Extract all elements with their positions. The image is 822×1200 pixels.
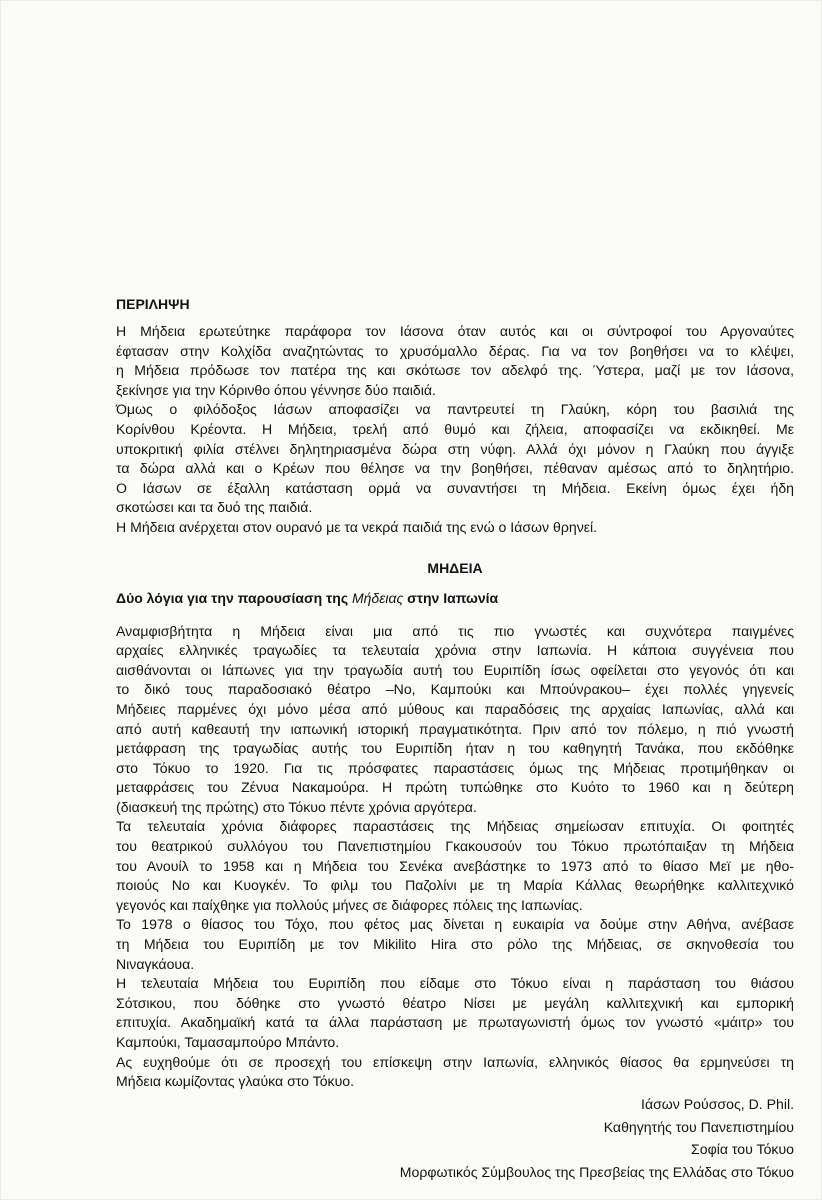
text-line: μεταφράσεις του Ζένυα Νακαμούρα. Η πρώτη τυπώθηκε στο Κυότο το 1960 και η δεύτερη — [116, 779, 794, 796]
subtitle-text-start: Δύο λόγια για την παρουσίαση της — [116, 589, 352, 606]
signature-role: Μορφωτικός Σύμβουλος της Πρεσβείας της Ελλάδας στο Τόκυο — [399, 1163, 794, 1180]
subtitle-text-end: στην Ιαπωνία — [403, 589, 499, 606]
subtitle-text-italic: Μήδειας — [352, 589, 404, 606]
text-line: από αυτή καθεαυτή την ιαπωνική ιστορική πραγματικότητα. Πριν από τον πόλεμο, η πιό γνωστή — [116, 720, 794, 737]
paragraph — [116, 518, 794, 538]
summary-section — [116, 322, 794, 538]
article-subtitle — [116, 590, 794, 606]
text-line: του θεατρικού συλλόγου του Πανεπιστημίου Γκακουσούν του Τόκυο πρωτόπαιξαν τη Μήδεια — [116, 838, 794, 855]
text-line: Ο Ιάσων σε έξαλλη κατάσταση ορμά να συναντήσει τη Μήδεια. Εκείνη όμως έχει ήδη — [116, 479, 794, 496]
text-line: Η τελευταία Μήδεια του Ευριπίδη που είδαμε στο Τόκυο είναι η παράσταση του θιάσου — [116, 975, 794, 992]
paragraph — [116, 400, 794, 518]
text-line: μετάφραση της τραγωδίας αυτής του Ευριπίδη ήταν η του καθηγητή Τανάκα, που εκδόθηκε — [116, 740, 794, 757]
text-line: Αναμφισβήτητα η Μήδεια είναι μια από τις πιο γνωστές και συχνότερα παιγμένες — [116, 622, 794, 639]
text-line: του Ανουίλ το 1958 και η Μήδεια του Σενέκα ανεβάστηκε το 1973 από το θίασο Μεϊ με ηθο- — [116, 857, 794, 874]
summary-heading: ΠΕΡΙΛΗΨΗ — [116, 296, 190, 312]
article-section — [116, 622, 794, 1092]
text-line: Νιναγκάουα. — [116, 955, 195, 972]
text-line: σκοτώσει και τα δυό της παιδιά. — [116, 499, 313, 516]
text-line: ξεκίνησε για την Κόρινθο όπου γέννησε δύο παιδιά. — [116, 381, 436, 398]
signature-university: Σοφία του Τόκυο — [691, 1141, 794, 1157]
text-line: υποκριτική φιλία στέλνει δηλητηριασμένα δώρα στη νύφη. Αλλά όχι μόνον η Γλαύκη που άγγιξε — [116, 440, 794, 457]
text-line: η Μήδεια πρόδωσε τον πατέρα της και σκότωσε τον αδελφό της. Ύστερα, μαζί με τον Ιάσονα, — [116, 362, 794, 379]
text-line: Ας ευχηθούμε ότι σε προσεχή του επίσκεψη στην Ιαπωνία, ελληνικός θίασος θα ερμηνεύσει τη — [116, 1053, 794, 1070]
text-line: αρχαίες ελληνικές τραγωδίες τα τελευταία χρόνια στην Ιαπωνία. Η κάποια συγγένεια που — [116, 642, 794, 659]
paragraph — [116, 817, 794, 915]
text-line: Καμπούκι, Ταμασαμπούρο Μπάντο. — [116, 1034, 340, 1050]
paragraph — [116, 622, 794, 818]
signature-name: Ιάσων Ρούσσος, D. Phil. — [641, 1096, 794, 1112]
text-line: Η Μήδεια ερωτεύτηκε παράφορα τον Ιάσονα όταν αυτός και οι σύντροφοί του Αργοναύτες — [116, 323, 794, 339]
paragraph — [116, 322, 794, 400]
text-line: το δικό τους παραδοσιακό θέατρο –Νο, Καμπούκι και Μπούνρακου– έχει πολλές γηγενείς — [116, 681, 794, 698]
document-body — [116, 296, 794, 1092]
text-line: Η Μήδεια ανέρχεται στον ουρανό με τα νεκρά παιδιά της ενώ ο Ιάσων θρηνεί. — [116, 518, 598, 535]
text-line: Μήδεια κωμίζοντας γλαύκα στο Τόκυο. — [116, 1073, 355, 1090]
text-line: τα δώρα αλλά και ο Κρέων που θέλησε να την βοηθήσει, πέθαναν αμέσως από το δηλητήριο. — [116, 460, 794, 477]
signature-block — [400, 1093, 794, 1183]
paragraph — [116, 974, 794, 1052]
text-line: Όμως ο φιλόδοξος Ιάσων αποφασίζει να παντρευτεί τη Γλαύκη, κόρη του βασιλιά της — [116, 401, 794, 418]
text-line: Κορίνθου Κρέοντα. Η Μήδεια, τρελή από θυμό και ζήλεια, αποφασίζει να εκδικηθεί. Με — [116, 420, 794, 437]
paragraph — [116, 915, 794, 974]
text-line: Το 1978 ο θίασος του Τόχο, που φέτος μας δίνεται η ευκαιρία να δούμε στην Αθήνα, ανέβασε — [116, 916, 794, 933]
text-line: έφτασαν στην Κολχίδα αναζητώντας το χρυσόμαλλο δέρας. Για να τον βοηθήσει να το κλέψει, — [116, 342, 794, 359]
text-line: Μήδειες παρμένες όχι μόνο μέσα από μύθους και παραδόσεις της αρχαίας Ιαπωνίας, αλλά και — [116, 700, 794, 717]
text-line: τη Μήδεια του Ευριπίδη με τον Mikilito Hira στο ρόλο της Μήδειας, σε σκηνοθεσία του — [116, 936, 794, 953]
text-line: Τα τελευταία χρόνια διάφορες παραστάσεις της Μήδειας σημείωσαν επιτυχία. Οι φοιτητές — [116, 818, 794, 835]
text-line: στο Τόκυο το 1920. Για τις πρόσφατες παραστάσεις όμως της Μήδειας προτιμήθηκαν οι — [116, 759, 794, 776]
text-line: επιτυχία. Ακαδημαϊκή κατά τα άλλα παράσταση με πρωταγωνιστή όμως τον γνωστό «μάιτρ» του — [116, 1014, 794, 1031]
signature-title: Καθηγητής του Πανεπιστημίου — [603, 1118, 794, 1135]
article-title: ΜΗΔΕΙΑ — [427, 559, 483, 576]
text-line: γεγονός και παίχθηκε για πολλούς μήνες σε διάφορες πόλεις της Ιαπωνίας. — [116, 896, 583, 913]
text-line: ποιούς Νο και Κυογκέν. Το φιλμ του Παζολίνι με τη Μαρία Κάλλας θεωρήθηκε καλλιτεχνικό — [116, 877, 794, 894]
paragraph — [116, 1053, 794, 1092]
text-line: αισθάνονται οι Ιάπωνες για την τραγωδία αυτή του Ευριπίδη ίσως οφείλεται στο γεγονός ότι και — [116, 661, 794, 678]
text-line: Σότσικου, που δόθηκε στο γνωστό θέατρο Νίσει με μεγάλη καλλιτεχνική και εμπορική — [116, 994, 794, 1011]
text-line: (διασκευή της πρώτης) στο Τόκυο πέντε χρόνια αργότερα. — [116, 798, 477, 815]
